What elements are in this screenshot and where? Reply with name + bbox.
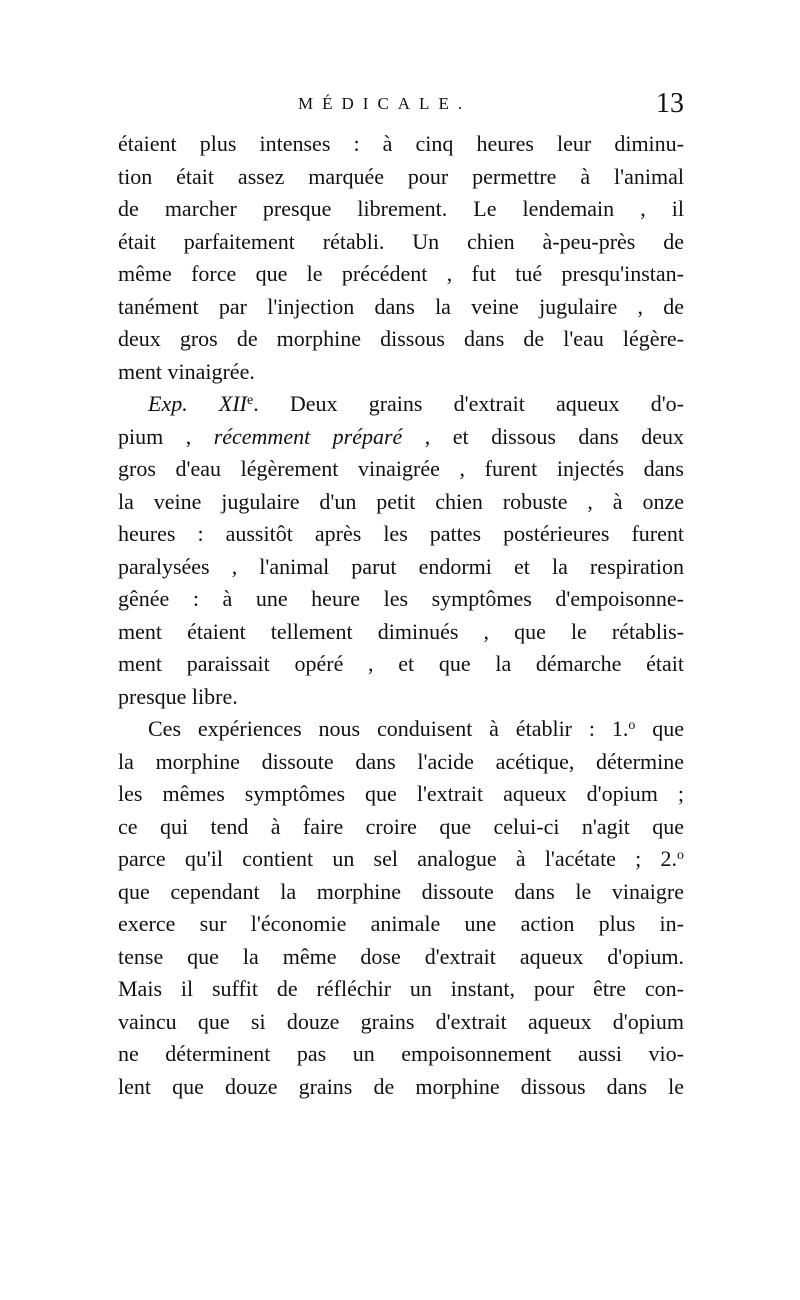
text-span: , et dissous dans deux: [402, 423, 684, 449]
text-line: tense que la même dose d'extrait aqueux d'opium.: [118, 943, 684, 969]
ordinal-superscript: o: [628, 718, 636, 733]
text-line: ment vinaigrée.: [118, 358, 255, 384]
text-span: parce qu'il contient un sel analogue à l'acétate ; 2.: [118, 846, 677, 871]
text-line: [118, 388, 684, 421]
text-line: la veine jugulaire d'un petit chien robuste , à onze: [118, 488, 684, 514]
text-line: [118, 713, 684, 746]
text-line: ce qui tend à faire croire que celui-ci n'agit que: [118, 813, 684, 839]
text-span: pium ,: [118, 423, 214, 449]
text-line: paralysées , l'animal parut endormi et la respiration: [118, 553, 684, 579]
body-text: [118, 128, 684, 1103]
text-line: étaient plus intenses : à cinq heures leur diminu-: [118, 131, 684, 156]
ordinal-superscript: o: [677, 848, 684, 863]
page-number: 13: [656, 88, 684, 119]
text-line: ment étaient tellement diminués , que le rétablis-: [118, 618, 684, 644]
running-head: MÉDICALE.: [298, 94, 472, 113]
text-span: . Deux grains d'extrait aqueux d'o-: [253, 391, 684, 416]
text-line: Mais il suffit de réfléchir un instant, pour être con-: [118, 976, 684, 1001]
text-line: que cependant la morphine dissoute dans le vinaigre: [118, 878, 684, 904]
page-header: [118, 88, 684, 124]
text-line: tanément par l'injection dans la veine jugulaire , de: [118, 293, 684, 319]
text-line: deux gros de morphine dissous dans de l'eau légère-: [118, 326, 684, 351]
text-line: la morphine dissoute dans l'acide acétique, détermine: [118, 748, 684, 774]
text-line: presque libre.: [118, 683, 238, 709]
text-line: tion était assez marquée pour permettre à l'animal: [118, 163, 684, 189]
text-span: que: [635, 716, 684, 741]
text-line: vaincu que si douze grains d'extrait aqueux d'opium: [118, 1008, 684, 1034]
text-line: [118, 843, 684, 876]
text-line: les mêmes symptômes que l'extrait aqueux d'opium ;: [118, 781, 684, 806]
experiment-label-superscript: e: [246, 393, 254, 408]
text-line: lent que douze grains de morphine dissous dans le: [118, 1073, 684, 1099]
text-line: même force que le précédent , fut tué presqu'instan-: [118, 261, 684, 286]
text-line: gênée : à une heure les symptômes d'empoisonne-: [118, 586, 684, 611]
text-line: de marcher presque librement. Le lendemain , il: [118, 196, 684, 221]
experiment-label: Exp. XII: [148, 391, 247, 416]
text-line: exerce sur l'économie animale une action plus in-: [118, 911, 684, 936]
italic-emphasis: récemment préparé: [213, 423, 403, 449]
text-line: [118, 421, 684, 454]
text-span: Ces expériences nous conduisent à établir : 1.: [148, 716, 629, 741]
text-line: ment paraissait opéré , et que la démarche était: [118, 651, 684, 676]
text-line: heures : aussitôt après les pattes postérieures furent: [118, 521, 684, 546]
text-line: était parfaitement rétabli. Un chien à-peu-près de: [118, 228, 684, 254]
text-line: ne déterminent pas un empoisonnement aussi vio-: [118, 1041, 684, 1066]
text-line: gros d'eau légèrement vinaigrée , furent injectés dans: [118, 456, 684, 481]
